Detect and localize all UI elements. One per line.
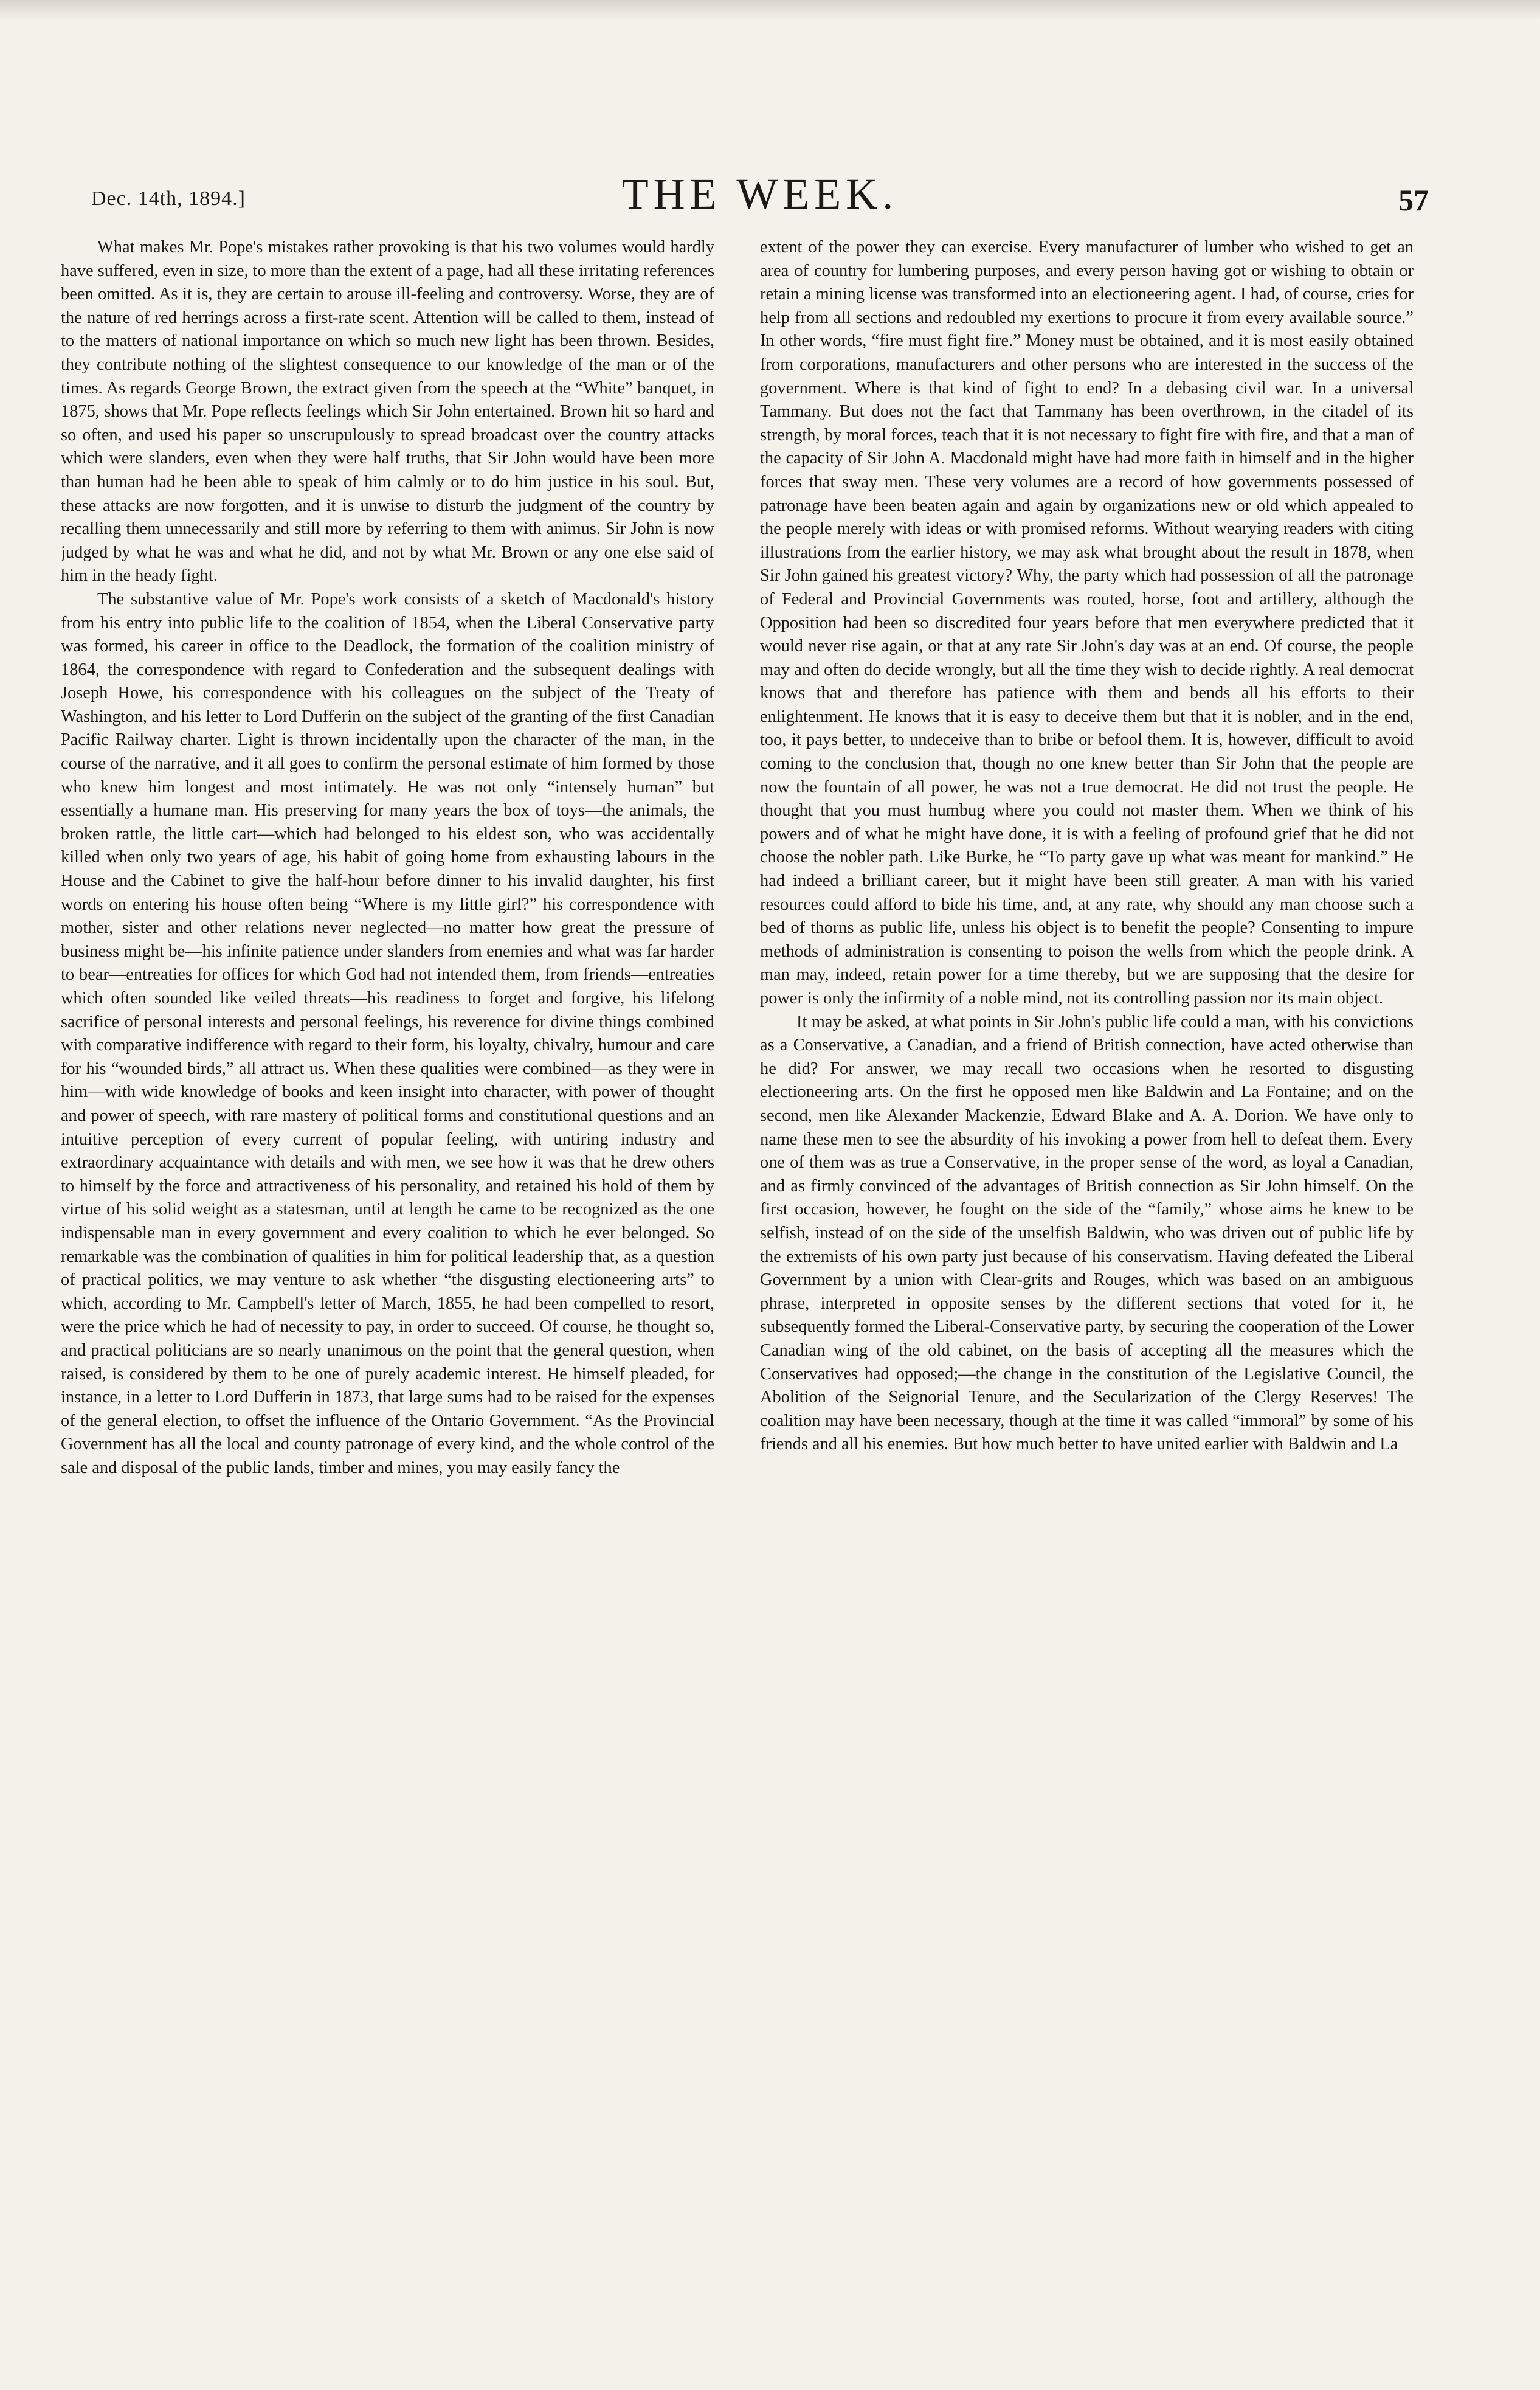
masthead-title: THE WEEK. [621, 170, 899, 218]
page-header [91, 169, 1429, 236]
left-column [61, 236, 714, 2352]
scan-edge [0, 0, 1540, 21]
page-number: 57 [1398, 183, 1429, 217]
paragraph: What makes Mr. Pope's mistakes rather provoking is that his two volumes would hardly have suffered, even in size, to more than the extent of a page, had all these irritating references been omitted. As it is, they are certain to arouse ill-feeling and controversy. Worse, they are of the nature of red herrings across a first-rate scent. Attention will be called to them, instead of to the matters of national importance on which so much new light has been thrown. Besides, they contribute nothing of the slightest consequence to our knowledge of the man or of the times. As regards George Brown, the extract given from the speech at the “White” banquet, in 1875, shows that Mr. Pope reflects feelings which Sir John entertained. Brown hit so hard and so often, and used his paper so unscrupulously to spread broadcast over the country attacks which were slanders, even when they were half truths, that Sir John would have been more than human had he been able to speak of him calmly or to do him justice in his soul. But, these attacks are now forgotten, and it is unwise to disturb the judgment of the country by recalling them unnecessarily and still more by referring to them with animus. Sir John is now judged by what he was and what he did, and not by what Mr. Brown or any one else said of him in the heady fight. [61, 238, 714, 586]
dateline: Dec. 14th, 1894.] [91, 187, 246, 210]
paragraph: The substantive value of Mr. Pope's work consists of a sketch of Macdonald's history from his entry into public life to the coalition of 1854, when the Liberal Conservative party was formed, his career in office to the Deadlock, the formation of the coalition ministry of 1864, the correspondence with regard to Confederation and the subsequent dealings with Joseph Howe, his correspondence with his colleagues on the subject of the Treaty of Washington, and his letter to Lord Dufferin on the subject of the granting of the first Canadian Pacific Railway charter. Light is thrown incidentally upon the character of the man, in the course of the narrative, and it all goes to confirm the personal estimate of him formed by those who knew him longest and most intimately. He was not only “intensely human” but essentially a humane man. His preserving for many years the box of toys—the animals, the broken rattle, the little cart—which had belonged to his eldest son, who was accidentally killed when only two years of age, his habit of going home from exhausting labours in the House and the Cabinet to give the half-hour before dinner to his invalid daughter, his first words on entering his house often being “Where is my little girl?” his correspondence with mother, sister and other relations never neglected—no matter how great the pressure of business might be—his infinite patience under slanders from enemies and what was far harder to bear—entreaties for offices for which God had not intended them, from friends—entreaties which often sounded like veiled threats—his readiness to forget and forgive, his lifelong sacrifice of personal interests and personal feelings, his reverence for divine things combined with comparative indifference with regard to their form, his loyalty, chivalry, humour and care for his “wounded birds,” all attract us. When these qualities were combined—as they were in him—with wide knowledge of books and keen insight into character, with power of thought and power of speech, with rare mastery of political forms and constitutional questions and an intuitive perception of every current of popular feeling, with untiring industry and extraordinary acquaintance with details and with men, we see how it was that he drew others to himself by the force and attractiveness of his personality, and retained his hold of them by virtue of his solid weight as a statesman, until at length he came to be recognized as the one indispensable man in every government and every coalition to which he ever belonged. So remarkable was the combination of qualities in him for political leadership that, as a question of practical politics, we may venture to ask whether “the disgusting electioneering arts” to which, according to Mr. Campbell's letter of March, 1855, he had been compelled to resort, were the price which he had of necessity to pay, in order to succeed. Of course, he thought so, and practical politicians are so nearly unanimous on the point that the general question, when raised, is considered by them to be one of purely academic interest. He himself pleaded, for instance, in a letter to Lord Dufferin in 1873, that large sums had to be raised for the expenses of the general election, to offset the influence of the Ontario Government. “As the Provincial Government has all the local and county patronage of every kind, and the whole control of the sale and disposal of the public lands, timber and mines, you may easily fancy the [61, 589, 714, 1477]
paragraph: It may be asked, at what points in Sir John's public life could a man, with his convictions as a Conservative, a Canadian, and a friend of British connection, have acted otherwise than he did? For answer, we may recall two occasions when he resorted to disgusting electioneering arts. On the first he opposed men like Baldwin and La Fontaine; and on the second, men like Alexander Mackenzie, Edward Blake and A. A. Dorion. We have only to name these men to see the absurdity of his invoking a power from hell to defeat them. Every one of them was as true a Conservative, in the proper sense of the word, as loyal a Canadian, and as firmly convinced of the advantages of British connection as Sir John himself. On the first occasion, however, he fought on the side of the “family,” whose aims he knew to be selfish, instead of on the side of the unselfish Baldwin, who was driven out of public life by the extremists of his own party just because of his conservatism. Having defeated the Liberal Government by a union with Clear-grits and Rouges, which was based on an ambiguous phrase, interpreted in opposite senses by the different sections that voted for it, he subsequently formed the Liberal-Conservative party, by securing the cooperation of the Lower Canadian wing of the old cabinet, on the basis of accepting all the measures which the Conservatives had opposed;—the change in the constitution of the Legislative Council, the Abolition of the Seignorial Tenure, and the Secularization of the Clergy Reserves! The coalition may have been necessary, though at the time it was called “immoral” by some of his friends and all his enemies. But how much better to have united earlier with Baldwin and La [760, 1012, 1414, 1454]
right-column [760, 236, 1414, 2352]
paragraph: extent of the power they can exercise. Every manufacturer of lumber who wished to get an area of country for lumbering purposes, and every person having got or wishing to obtain or retain a mining license was transformed into an electioneering agent. I had, of course, cries for help from all sections and redoubled my exertions to procure it from every available source.” In other words, “fire must fight fire.” Money must be obtained, and it is most easily obtained from corporations, manufacturers and other persons who are interested in the success of the government. Where is that kind of fight to end? In a debasing civil war. In a universal Tammany. But does not the fact that Tammany has been overthrown, in the citadel of its strength, by moral forces, teach that it is not necessary to fight fire with fire, and that a man of the capacity of Sir John A. Macdonald might have had more faith in himself and in the higher forces that sway men. These very volumes are a record of how governments possessed of patronage have been beaten again and again by organizations new or old which appealed to the people merely with ideas or with promised reforms. Without wearying readers with citing illustrations from the earlier history, we may ask what brought about the result in 1878, when Sir John gained his greatest victory? Why, the party which had possession of all the patronage of Federal and Provincial Governments was routed, horse, foot and artillery, although the Opposition had been so discredited four years before that men everywhere predicted that it would never rise again, or that at any rate Sir John's day was at an end. Of course, the people may and often do decide wrongly, but all the time they wish to decide rightly. A real democrat knows that and therefore has patience with them and bends all his efforts to their enlightenment. He knows that it is easy to deceive them but that it is nobler, and in the end, too, it pays better, to undeceive than to bribe or befool them. It is, however, difficult to avoid coming to the conclusion that, though no one knew better than Sir John that the people are now the fountain of all power, he was not a true democrat. He did not trust the people. He thought that you must humbug where you could not master them. When we think of his powers and of what he might have done, it is with a feeling of profound grief that he did not choose the nobler path. Like Burke, he “To party gave up what was meant for mankind.” He had indeed a brilliant career, but it might have been still greater. A man with his varied resources could afford to bide his time, and, at any rate, why should any man choose such a bed of thorns as public life, unless his object is to benefit the people? Consenting to impure methods of administration is consenting to poison the wells from which the people drink. A man may, indeed, retain power for a time thereby, but we are supposing that the desire for power is only the infirmity of a noble mind, not its controlling passion nor its main object. [760, 238, 1414, 1008]
